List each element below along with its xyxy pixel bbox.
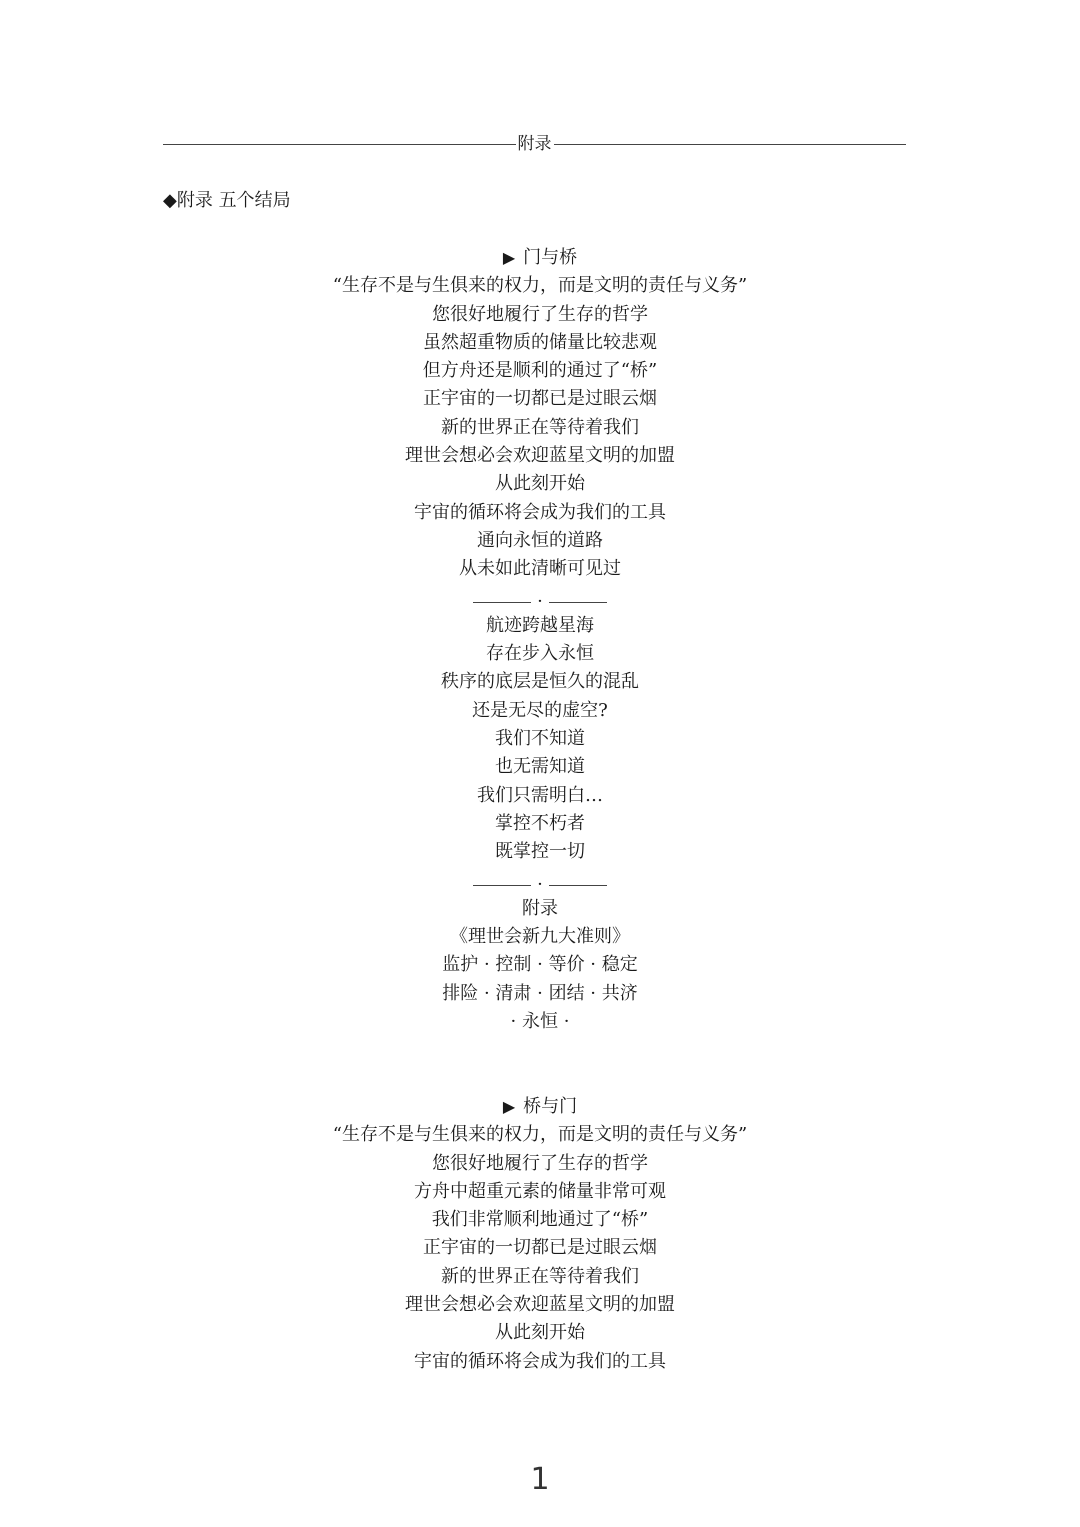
poem-line: 方舟中超重元素的储量非常可观: [414, 1180, 666, 1202]
poem-line: 秩序的底层是恒久的混乱: [441, 671, 639, 693]
ending-2: [0, 1093, 1080, 1376]
poem-line: “生存不是与生俱来的权力，而是文明的责任与义务”: [332, 275, 748, 297]
poem-line: 也无需知道: [495, 756, 585, 778]
poem-line: 您很好地履行了生存的哲学: [432, 303, 648, 325]
poem-line: 从此刻开始: [495, 1322, 585, 1344]
poem-line: “生存不是与生俱来的权力，而是文明的责任与义务”: [332, 1124, 748, 1146]
poem-line: 通向永恒的道路: [477, 529, 603, 551]
page-number: 1: [530, 1462, 550, 1497]
section-title: ◆附录 五个结局: [163, 190, 291, 211]
ending-1-title: 门与桥: [523, 247, 578, 268]
poem-line: 我们只需明白…: [477, 784, 603, 806]
poem-line: 监护 · 控制 · 等价 · 稳定: [442, 954, 638, 976]
play-triangle-icon: ▶: [502, 1097, 516, 1116]
ending-2-title: 桥与门: [523, 1096, 578, 1117]
header-rule-right: [554, 144, 907, 145]
header-rule-left: [163, 144, 516, 145]
separator: [0, 867, 1080, 895]
separator-dot: ·: [537, 873, 543, 895]
poem-line: 掌控不朽者: [495, 812, 585, 834]
poem-line: 新的世界正在等待着我们: [441, 416, 639, 438]
poem-line: 但方舟还是顺利的通过了“桥”: [422, 360, 658, 382]
poem-line: 理世会想必会欢迎蓝星文明的加盟: [405, 1294, 675, 1316]
poem-line: 从未如此清晰可见过: [459, 558, 621, 580]
poem-line: 正宇宙的一切都已是过眼云烟: [423, 388, 657, 410]
ending-2-heading: [0, 1093, 1080, 1121]
poem-line: · 永恒 ·: [510, 1011, 570, 1033]
poem-line: 新的世界正在等待着我们: [441, 1265, 639, 1287]
separator-dot: ·: [537, 590, 543, 612]
ending-1-heading: [0, 244, 1080, 272]
poem-line: 从此刻开始: [495, 473, 585, 495]
separator: [0, 584, 1080, 612]
poem-line: 还是无尽的虚空?: [472, 699, 608, 721]
header-label: 附录: [517, 134, 552, 154]
poem-line: 排险 · 清肃 · 团结 · 共济: [442, 982, 638, 1004]
play-triangle-icon: ▶: [502, 248, 516, 267]
poem-line: 我们非常顺利地通过了“桥”: [431, 1209, 649, 1231]
poem-line: 宇宙的循环将会成为我们的工具: [414, 501, 666, 523]
poem-line: 既掌控一切: [495, 841, 585, 863]
poem-line: 虽然超重物质的储量比较悲观: [423, 331, 657, 353]
poem-line: 附录: [522, 897, 558, 919]
poem-line: 《理世会新九大准则》: [450, 926, 630, 948]
poem-line: 您很好地履行了生存的哲学: [432, 1152, 648, 1174]
poem-line: 宇宙的循环将会成为我们的工具: [414, 1350, 666, 1372]
poem-line: 我们不知道: [495, 728, 585, 750]
poem-line: 存在步入永恒: [486, 643, 594, 665]
poem-line: 正宇宙的一切都已是过眼云烟: [423, 1237, 657, 1259]
poem-line: 航迹跨越星海: [486, 614, 594, 636]
poem-line: 理世会想必会欢迎蓝星文明的加盟: [405, 445, 675, 467]
header-rule: [163, 130, 906, 158]
ending-1: [0, 244, 1080, 1036]
